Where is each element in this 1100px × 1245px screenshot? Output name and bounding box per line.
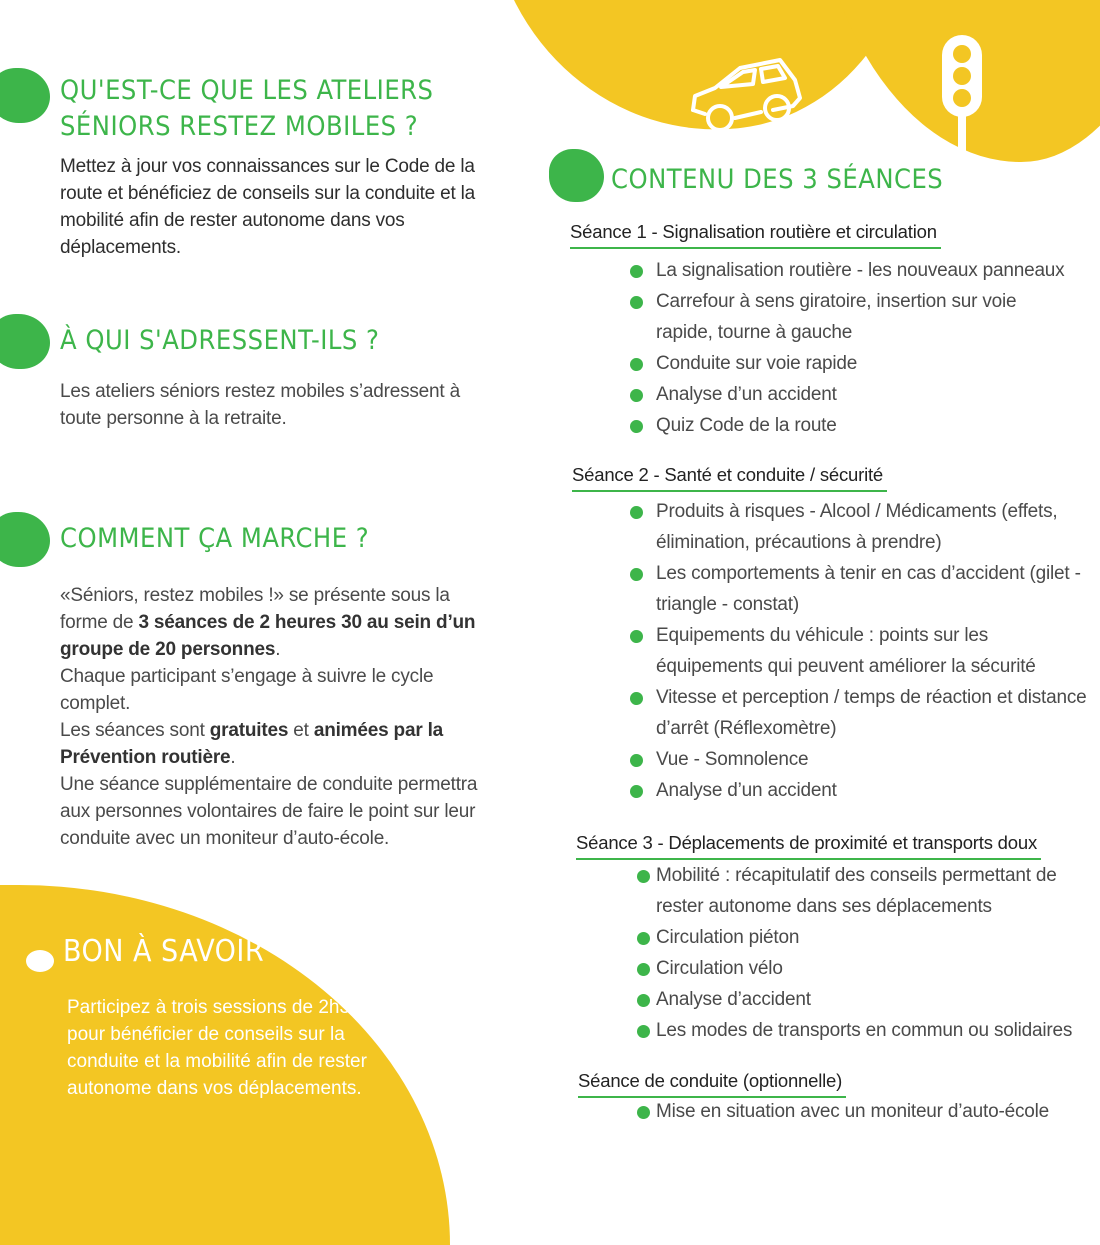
list-item-text: Les modes de transports en commun ou solidaires — [656, 1020, 1073, 1041]
bullet-dot — [630, 754, 643, 767]
list-item-text: Vue - Somnolence — [656, 749, 809, 770]
bullet-dot — [637, 1025, 650, 1038]
bullet-dot — [630, 568, 643, 581]
traffic-light-icon — [936, 32, 988, 164]
list-item-text: Les comportements à tenir en cas d’accident (gilet - triangle - constat) — [656, 563, 1081, 615]
list-item — [637, 922, 1077, 953]
list-item — [637, 1096, 1077, 1127]
list-item — [637, 953, 1077, 984]
bullet-dot — [637, 994, 650, 1007]
session-3-title: Séance 3 - Déplacements de proximité et transports doux — [576, 832, 1041, 860]
section-title-comment: COMMENT ÇA MARCHE ? — [60, 523, 370, 554]
text-bold: gratuites — [209, 720, 289, 741]
bon-a-savoir-text: Participez à trois sessions de 2h30 pour bénéficier de conseils sur la conduite et la mobilité afin de rester autonome dans vos déplacements. — [67, 997, 367, 1099]
session-1-title: Séance 1 - Signalisation routière et circulation — [570, 221, 941, 249]
bullet-dot — [630, 692, 643, 705]
bullet-dot — [630, 630, 643, 643]
bullet-dot — [630, 389, 643, 402]
list-item-text: Vitesse et perception / temps de réaction et distance d’arrêt (Réflexomètre) — [656, 687, 1087, 739]
list-item-text: Mise en situation avec un moniteur d’auto-école — [656, 1101, 1049, 1122]
text-span: «Séniors, restez mobiles !» se présente sous la forme de — [60, 585, 450, 633]
list-item — [637, 984, 1077, 1015]
list-item-text: Quiz Code de la route — [656, 415, 837, 436]
text-bold: animées par la Prévention routière — [60, 720, 444, 768]
list-item — [630, 682, 1090, 744]
session-1-list — [630, 255, 1070, 441]
list-item-text: La signalisation routière - les nouveaux panneaux — [656, 260, 1065, 281]
list-item — [630, 255, 1070, 286]
list-item — [630, 410, 1070, 441]
bullet-dot — [630, 506, 643, 519]
list-item-text: Analyse d’un accident — [656, 780, 837, 801]
list-item-text: Analyse d’un accident — [656, 384, 837, 405]
list-item-text: Circulation vélo — [656, 958, 783, 979]
section-text-a-qui: Les ateliers séniors restez mobiles s’adressent à toute personne à la retraite. — [60, 381, 460, 429]
list-item — [630, 286, 1070, 348]
section-text-ateliers: Mettez à jour vos connaissances sur le Code de la route et bénéficiez de conseils sur la conduite et la mobilité afin de rester autonome dans vos déplacements. — [60, 156, 476, 258]
list-item — [637, 1015, 1077, 1046]
list-item — [637, 860, 1077, 922]
text-span: Les séances sont — [60, 720, 210, 741]
text-span: et — [288, 720, 314, 741]
session-4-list — [637, 1096, 1077, 1127]
list-item-text: Conduite sur voie rapide — [656, 353, 858, 374]
car-icon — [685, 50, 810, 135]
bullet-dot — [637, 1106, 650, 1119]
list-item — [630, 348, 1070, 379]
list-item-text: Circulation piéton — [656, 927, 800, 948]
section-text-comment — [60, 582, 490, 852]
bullet-dot — [637, 932, 650, 945]
bullet-dot — [630, 265, 643, 278]
text-span: . — [275, 639, 281, 660]
text-span: Une séance supplémentaire de conduite permettra aux personnes volontaires de faire le point sur leur conduite avec un moniteur d’auto-école. — [60, 774, 478, 849]
session-2-list — [630, 496, 1090, 806]
bullet-dot — [630, 296, 643, 309]
bullet-dot — [630, 420, 643, 433]
contenu-title: CONTENU DES 3 SÉANCES — [611, 164, 944, 195]
list-item — [630, 558, 1090, 620]
text-span: Chaque participant s’engage à suivre le cycle complet. — [60, 666, 434, 714]
list-item-text: Carrefour à sens giratoire, insertion sur voie rapide, tourne à gauche — [656, 291, 1017, 343]
list-item — [630, 496, 1090, 558]
list-item-text: Analyse d’accident — [656, 989, 811, 1010]
section-marker — [0, 512, 50, 567]
list-item-text: Produits à risques - Alcool / Médicaments (effets, élimination, précautions à prendre) — [656, 501, 1058, 553]
session-2-title: Séance 2 - Santé et conduite / sécurité — [572, 464, 887, 492]
list-item — [630, 775, 1090, 806]
bullet-dot — [630, 785, 643, 798]
section-marker — [549, 149, 604, 202]
list-item-text: Mobilité : récapitulatif des conseils permettant de rester autonome dans ses déplacements — [656, 865, 1057, 917]
session-4-title: Séance de conduite (optionnelle) — [578, 1070, 846, 1098]
section-marker — [0, 68, 50, 123]
list-item — [630, 744, 1090, 775]
bon-a-savoir-dot — [26, 950, 54, 972]
list-item — [630, 620, 1090, 682]
bullet-dot — [637, 963, 650, 976]
text-bold: 3 séances de 2 heures 30 au sein d’un groupe de 20 personnes — [60, 612, 476, 660]
list-item-text: Equipements du véhicule : points sur les équipements qui peuvent améliorer la sécurité — [656, 625, 1036, 677]
bon-a-savoir-title: BON À SAVOIR — [63, 934, 265, 969]
list-item — [630, 379, 1070, 410]
section-marker — [0, 314, 50, 369]
section-title-ateliers: QU'EST-CE QUE LES ATELIERS SÉNIORS RESTEZ MOBILES ? — [60, 75, 434, 142]
section-title-a-qui: À QUI S'ADRESSENT-ILS ? — [60, 325, 380, 356]
bullet-dot — [630, 358, 643, 371]
session-3-list — [637, 860, 1077, 1046]
bullet-dot — [637, 870, 650, 883]
text-span: . — [230, 747, 236, 768]
